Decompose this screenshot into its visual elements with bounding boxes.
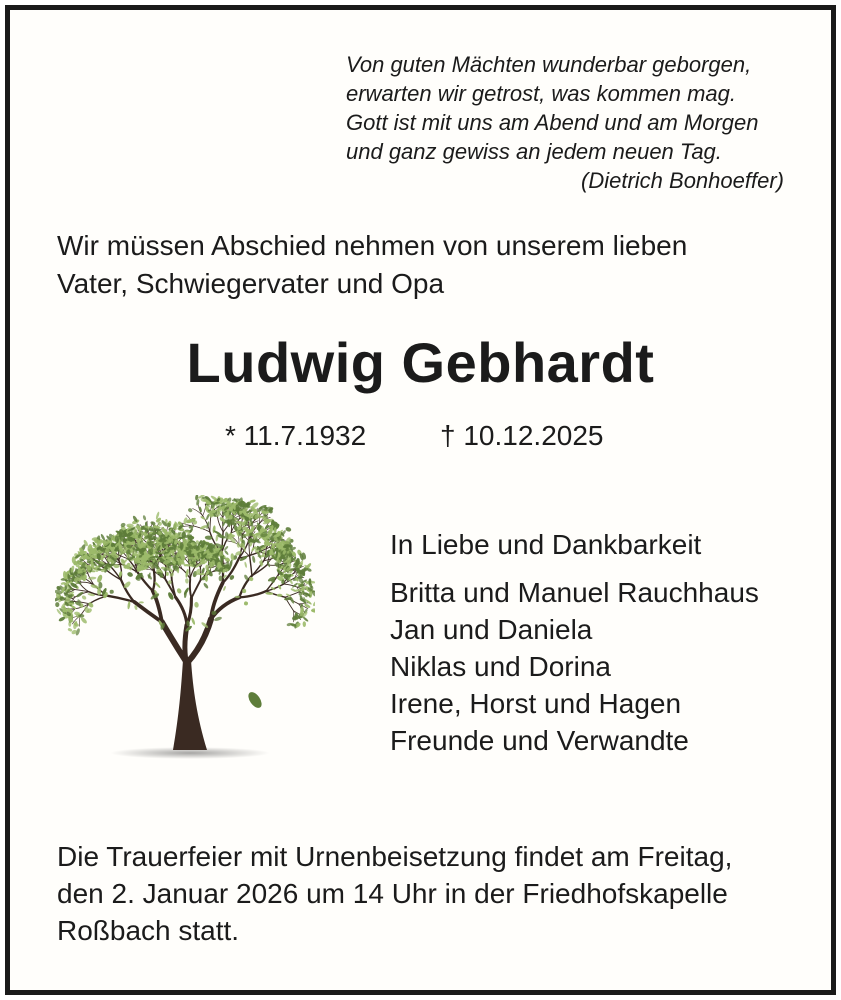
deceased-name: Ludwig Gebhardt	[186, 331, 655, 394]
mourner-3: Niklas und Dorina	[390, 651, 611, 682]
quote-line-2: erwarten wir getrost, was kommen mag.	[346, 81, 737, 106]
tree-icon	[55, 495, 315, 765]
mourners-heading: In Liebe und Dankbarkeit	[390, 529, 702, 560]
birth-date: * 11.7.1932	[225, 420, 367, 451]
quote-line-1: Von guten Mächten wunderbar geborgen,	[346, 52, 752, 77]
mourner-1: Britta und Manuel Rauchhaus	[390, 577, 759, 608]
quote-author: (Dietrich Bonhoeffer)	[581, 168, 784, 193]
death-date: † 10.12.2025	[440, 420, 604, 451]
quote-line-4: und ganz gewiss an jedem neuen Tag.	[346, 139, 722, 164]
intro-line-1: Wir müssen Abschied nehmen von unserem lieben	[57, 230, 688, 261]
intro-line-2: Vater, Schwiegervater und Opa	[57, 268, 445, 299]
mourner-2: Jan und Daniela	[390, 614, 593, 645]
ceremony-line-3: Roßbach statt.	[57, 915, 240, 946]
ceremony-line-2: den 2. Januar 2026 um 14 Uhr in der Friedhofskapelle	[57, 878, 728, 909]
ceremony-line-1: Die Trauerfeier mit Urnenbeisetzung findet am Freitag,	[57, 841, 733, 872]
quote-line-3: Gott ist mit uns am Abend und am Morgen	[346, 110, 759, 135]
mourner-5: Freunde und Verwandte	[390, 725, 689, 756]
mourner-4: Irene, Horst und Hagen	[390, 688, 682, 719]
